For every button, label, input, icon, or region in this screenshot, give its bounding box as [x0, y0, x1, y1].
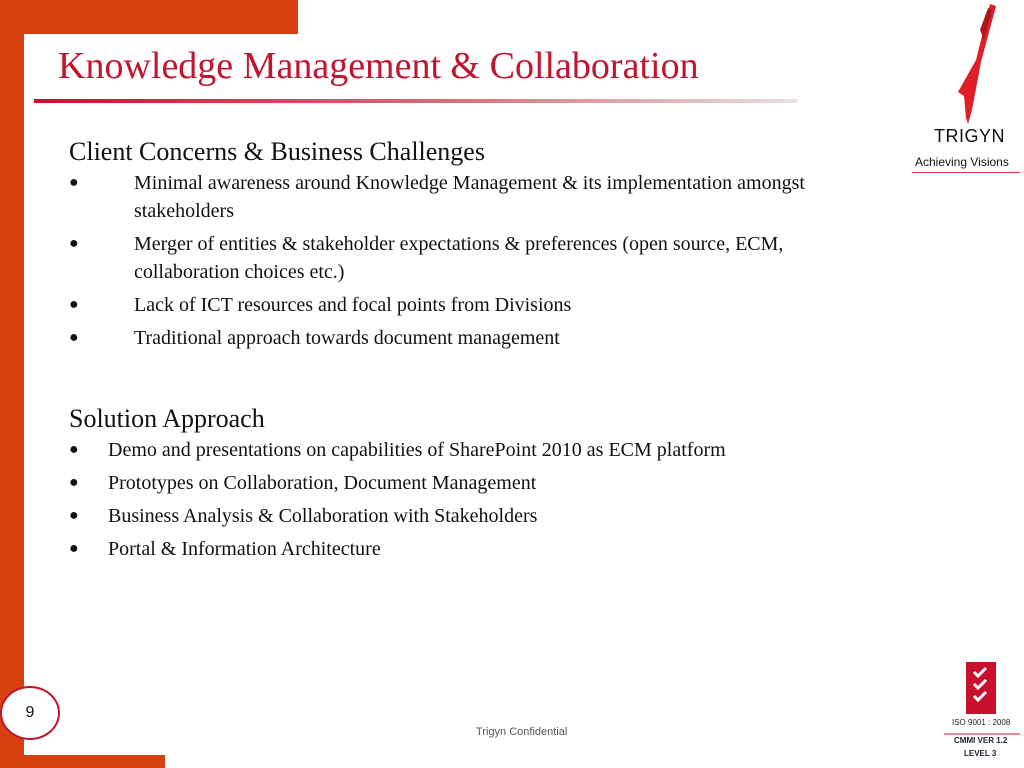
logo-tagline: Achieving Visions [915, 155, 1009, 169]
list-item [69, 324, 829, 352]
bullet-dot-icon: ● [69, 540, 79, 558]
cmmi-version-label: CMMI VER 1.2 [954, 736, 1008, 745]
slide-frame-top-bar [0, 0, 298, 34]
list-item [69, 436, 829, 464]
solution-approach-section [69, 403, 829, 568]
bullet-dot-icon: ● [69, 296, 79, 314]
client-concerns-list [69, 169, 829, 352]
list-item-text: Business Analysis & Collaboration with Stakeholders [108, 505, 538, 528]
page-number: 9 [0, 686, 60, 740]
list-item-text: Prototypes on Collaboration, Document Management [108, 472, 537, 495]
list-item [69, 291, 829, 319]
list-item [69, 230, 829, 286]
title-underline [34, 99, 797, 103]
list-item-text: Merger of entities & stakeholder expectations & preferences (open source, ECM, collaboration choices etc.) [134, 233, 784, 284]
section-heading-solution-approach: Solution Approach [69, 404, 265, 433]
list-item-text: Traditional approach towards document management [134, 327, 560, 350]
client-concerns-section [69, 136, 829, 357]
bullet-dot-icon: ● [69, 329, 79, 347]
bullet-dot-icon: ● [69, 507, 79, 525]
iso-certification-label: ISO 9001 : 2008 [952, 718, 1011, 727]
section-heading-client-concerns: Client Concerns & Business Challenges [69, 137, 485, 166]
bullet-dot-icon: ● [69, 235, 79, 253]
list-item-text: Minimal awareness around Knowledge Management & its implementation amongst stakeholders [134, 172, 805, 223]
cmmi-level-label: LEVEL 3 [964, 749, 997, 758]
list-item [69, 469, 829, 497]
trigyn-logo-mark-icon [906, 0, 1024, 180]
logo-wordmark: TRIGYN [934, 126, 1006, 146]
slide-frame-bottom-bar [0, 755, 165, 768]
list-item-text: Lack of ICT resources and focal points from Divisions [134, 294, 572, 317]
list-item [69, 502, 829, 530]
solution-approach-list [69, 436, 829, 563]
bullet-dot-icon: ● [69, 474, 79, 492]
list-item-text: Portal & Information Architecture [108, 538, 381, 561]
list-item-text: Demo and presentations on capabilities of SharePoint 2010 as ECM platform [108, 439, 726, 462]
bullet-dot-icon: ● [69, 441, 79, 459]
slide-title: Knowledge Management & Collaboration [58, 45, 699, 87]
bullet-dot-icon: ● [69, 174, 79, 192]
list-item [69, 169, 829, 225]
slide-frame-left-bar [0, 0, 24, 768]
logo-underline [912, 172, 1020, 173]
list-item [69, 535, 829, 563]
footer-confidential-label: Trigyn Confidential [476, 726, 568, 738]
